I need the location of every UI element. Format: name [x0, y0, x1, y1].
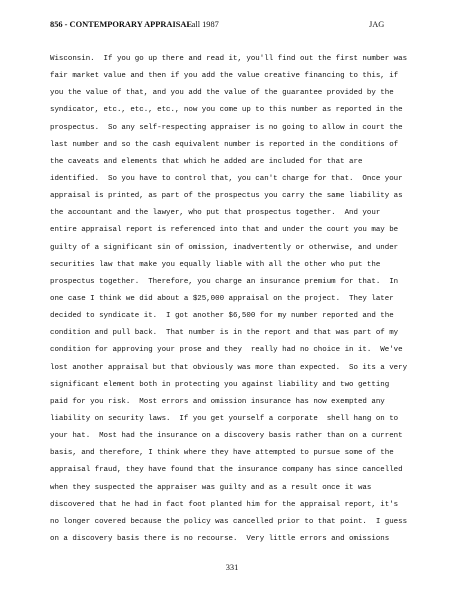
text-line: basis, and therefore, I think where they have attempted to pursue some of the — [50, 449, 394, 458]
text-line: the accountant and the lawyer, who put that prospectus together. And your — [50, 209, 381, 218]
text-line: syndicator, etc., etc., etc., now you come up to this number as reported in the — [50, 106, 403, 115]
text-line: when they suspected the appraiser was guilty and as a result once it was — [50, 483, 372, 492]
text-line: appraisal fraud, they have found that the insurance company has since cancelled — [50, 466, 403, 475]
running-header — [50, 19, 420, 31]
text-line: the caveats and elements that which he added are included for that are — [50, 157, 363, 166]
text-line: no longer covered because the policy was cancelled prior to that point. I guess — [50, 517, 408, 526]
header-separator: - — [62, 20, 70, 29]
header-page-number: 856 — [50, 20, 63, 29]
header-journal-title: CONTEMPORARY APPRAISAL — [69, 20, 193, 29]
text-line: liability on security laws. If you get yourself a corporate shell hang on to — [50, 414, 399, 423]
text-line: prospectus together. Therefore, you charge an insurance premium for that. In — [50, 277, 399, 286]
text-line: significant element both in protecting you against liability and two getting — [50, 380, 390, 389]
text-line: identified. So you have to control that, you can't charge for that. Once your — [50, 174, 403, 183]
text-line: last number and so the cash equivalent number is reported in the conditions of — [50, 140, 399, 149]
text-line: prospectus. So any self-respecting appraiser is no going to allow in court the — [50, 123, 403, 132]
text-line: paid for you risk. Most errors and omission insurance has now exempted any — [50, 397, 385, 406]
text-line: fair market value and then if you add the value creative financing to this, if — [50, 72, 399, 81]
text-line: lost another appraisal but that obviously was more than expected. So its a very — [50, 363, 408, 372]
text-line: condition and pull back. That number is in the report and that was part of my — [50, 329, 399, 338]
text-line: condition for approving your prose and they really had no choice in it. We've — [50, 346, 403, 355]
text-line: securities law that make you equally liable with all the other who put the — [50, 260, 381, 269]
text-line: Wisconsin. If you go up there and read it, you'll find out the first number was — [50, 55, 408, 63]
text-line: guilty of a significant sin of omission, inadvertently or otherwise, and under — [50, 243, 399, 252]
text-line: one case I think we did about a $25,000 appraisal on the project. They later — [50, 294, 394, 303]
text-line: appraisal is printed, as part of the prospectus you carry the same liability as — [50, 192, 403, 201]
page-folio: 331 — [225, 563, 239, 572]
text-line: entire appraisal report is referenced into that and under the court you may be — [50, 226, 399, 235]
header-issue: Fall 1987 — [187, 20, 219, 29]
body-text — [50, 51, 418, 548]
header-left — [50, 19, 192, 31]
text-line: decided to syndicate it. I got another $6,500 for my number reported and the — [50, 312, 394, 321]
text-line: on a discovery basis there is no recourse. Very little errors and omissions — [50, 534, 390, 543]
text-line: your hat. Most had the insurance on a discovery basis rather than on a current — [50, 432, 403, 441]
text-line: you the value of that, and you add the value of the guarantee provided by the — [50, 89, 394, 98]
header-initials: JAG — [369, 20, 385, 29]
text-line: discovered that he had in fact foot planted him for the appraisal report, it's — [50, 500, 399, 509]
